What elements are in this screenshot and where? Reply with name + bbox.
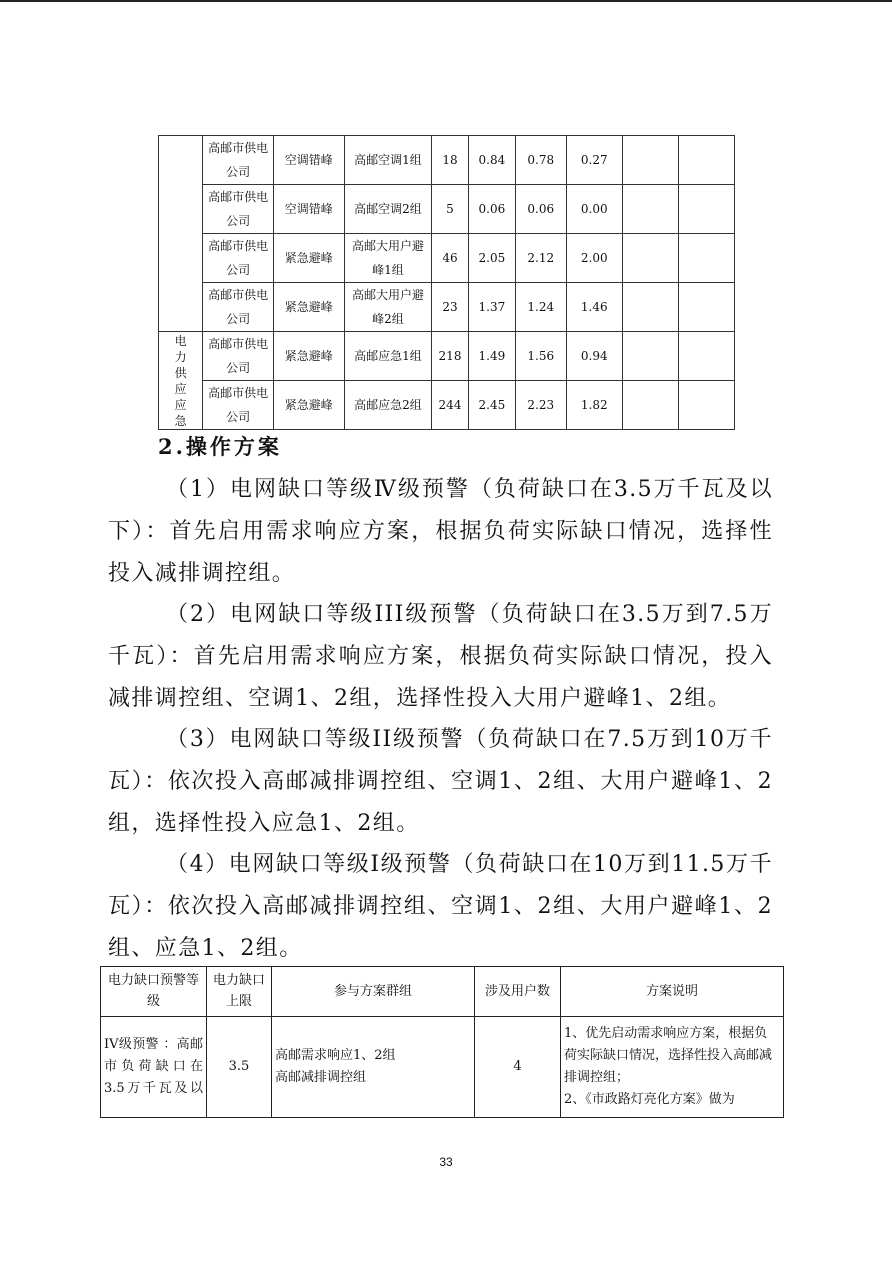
header-gap-limit: 电力缺口上限 (207, 967, 272, 1017)
header-warning-level: 电力缺口预警等级 (101, 967, 207, 1017)
value-cell: 2.05 (468, 234, 515, 283)
value-cell: 2.00 (566, 234, 622, 283)
plan-cell: 紧急避峰 (273, 332, 344, 381)
paragraph-level-2: （3）电网缺口等级II级预警（负荷缺口在7.5万到10万千瓦）：依次投入高邮减排调控组、空调1、2组、大用户避峰1、2组，选择性投入应急1、2组。 (108, 727, 773, 836)
section-heading: 2.操作方案 (158, 434, 282, 459)
header-plan-groups: 参与方案群组 (272, 967, 475, 1017)
table-row (101, 1016, 784, 1117)
value-cell: 1.24 (516, 283, 566, 332)
value-cell: 0.06 (516, 185, 566, 234)
user-count-cell: 4 (475, 1016, 561, 1117)
group-cell: 高邮应急1组 (344, 332, 432, 381)
users-cell: 5 (432, 185, 468, 234)
value-cell: 1.37 (468, 283, 515, 332)
plan-group-line: 高邮减排调控组 (275, 1069, 367, 1085)
empty-cell (679, 136, 735, 185)
paragraph-level-1: （4）电网缺口等级I级预警（负荷缺口在10万到11.5万千瓦）：依次投入高邮减排调控组、空调1、2组、大用户避峰1、2组、应急1、2组。 (108, 852, 773, 961)
plan-description-cell (561, 1016, 784, 1117)
value-cell: 0.06 (468, 185, 515, 234)
category-cell-power-emergency: 电 力 供 应 应 急 (159, 332, 203, 430)
users-cell: 244 (432, 381, 468, 430)
plan-cell: 空调错峰 (273, 136, 344, 185)
value-cell: 0.00 (566, 185, 622, 234)
table-row (159, 136, 735, 185)
group-cell: 高邮大用户避峰2组 (344, 283, 432, 332)
group-cell: 高邮空调2组 (344, 185, 432, 234)
company-cell: 高邮市供电公司 (203, 283, 274, 332)
value-cell: 2.23 (516, 381, 566, 430)
paragraph-level-4: （1）电网缺口等级Ⅳ级预警（负荷缺口在3.5万千瓦及以下）：首先启用需求响应方案，根据负荷实际缺口情况，选择性投入减排调控组。 (108, 477, 773, 586)
table-row (159, 332, 735, 381)
plan-cell: 空调错峰 (273, 185, 344, 234)
company-cell: 高邮市供电公司 (203, 332, 274, 381)
table-header-row (101, 967, 784, 1017)
empty-cell (622, 185, 678, 234)
value-cell: 2.45 (468, 381, 515, 430)
warning-plan-table (100, 966, 784, 1118)
plan-cell: 紧急避峰 (273, 234, 344, 283)
value-cell: 1.49 (468, 332, 515, 381)
group-cell: 高邮大用户避峰1组 (344, 234, 432, 283)
value-cell: 1.46 (566, 283, 622, 332)
table-row (159, 381, 735, 430)
value-cell: 2.12 (516, 234, 566, 283)
empty-cell (622, 283, 678, 332)
empty-cell (622, 381, 678, 430)
users-cell: 46 (432, 234, 468, 283)
plan-groups-cell (272, 1016, 475, 1117)
company-cell: 高邮市供电公司 (203, 136, 274, 185)
empty-cell (679, 185, 735, 234)
value-cell: 0.84 (468, 136, 515, 185)
empty-cell (679, 234, 735, 283)
users-cell: 18 (432, 136, 468, 185)
plan-cell: 紧急避峰 (273, 381, 344, 430)
table-row (159, 185, 735, 234)
category-cell-empty (159, 136, 203, 332)
empty-cell (622, 332, 678, 381)
plan-group-line: 高邮需求响应1、2组 (275, 1047, 396, 1063)
company-cell: 高邮市供电公司 (203, 381, 274, 430)
users-cell: 218 (432, 332, 468, 381)
users-cell: 23 (432, 283, 468, 332)
paragraph-level-3: （2）电网缺口等级III级预警（负荷缺口在3.5万到7.5万千瓦）：首先启用需求响应方案，根据负荷实际缺口情况，投入减排调控组、空调1、2组，选择性投入大用户避峰1、2组。 (108, 602, 773, 711)
warning-level-cell: IV级预警 ：高邮市负荷缺口在 3.5万千瓦及以 (101, 1016, 207, 1117)
value-cell: 1.82 (566, 381, 622, 430)
page-number: 33 (439, 1155, 453, 1169)
plan-cell: 紧急避峰 (273, 283, 344, 332)
description-line: 2、《市政路灯亮化方案》做为 (564, 1091, 735, 1107)
group-cell: 高邮应急2组 (344, 381, 432, 430)
empty-cell (622, 234, 678, 283)
load-group-table (158, 135, 735, 430)
value-cell: 0.27 (566, 136, 622, 185)
empty-cell (679, 332, 735, 381)
empty-cell (679, 283, 735, 332)
empty-cell (679, 381, 735, 430)
empty-cell (622, 136, 678, 185)
header-plan-description: 方案说明 (561, 967, 784, 1017)
top-border-line (0, 0, 892, 2)
value-cell: 0.78 (516, 136, 566, 185)
table-row (159, 234, 735, 283)
company-cell: 高邮市供电公司 (203, 234, 274, 283)
description-line: 1、优先启动需求响应方案，根据负荷实际缺口情况，选择性投入高邮减排调控组； (564, 1025, 773, 1085)
table-row (159, 283, 735, 332)
company-cell: 高邮市供电公司 (203, 185, 274, 234)
value-cell: 1.56 (516, 332, 566, 381)
group-cell: 高邮空调1组 (344, 136, 432, 185)
header-user-count: 涉及用户数 (475, 967, 561, 1017)
gap-limit-cell: 3.5 (207, 1016, 272, 1117)
value-cell: 0.94 (566, 332, 622, 381)
